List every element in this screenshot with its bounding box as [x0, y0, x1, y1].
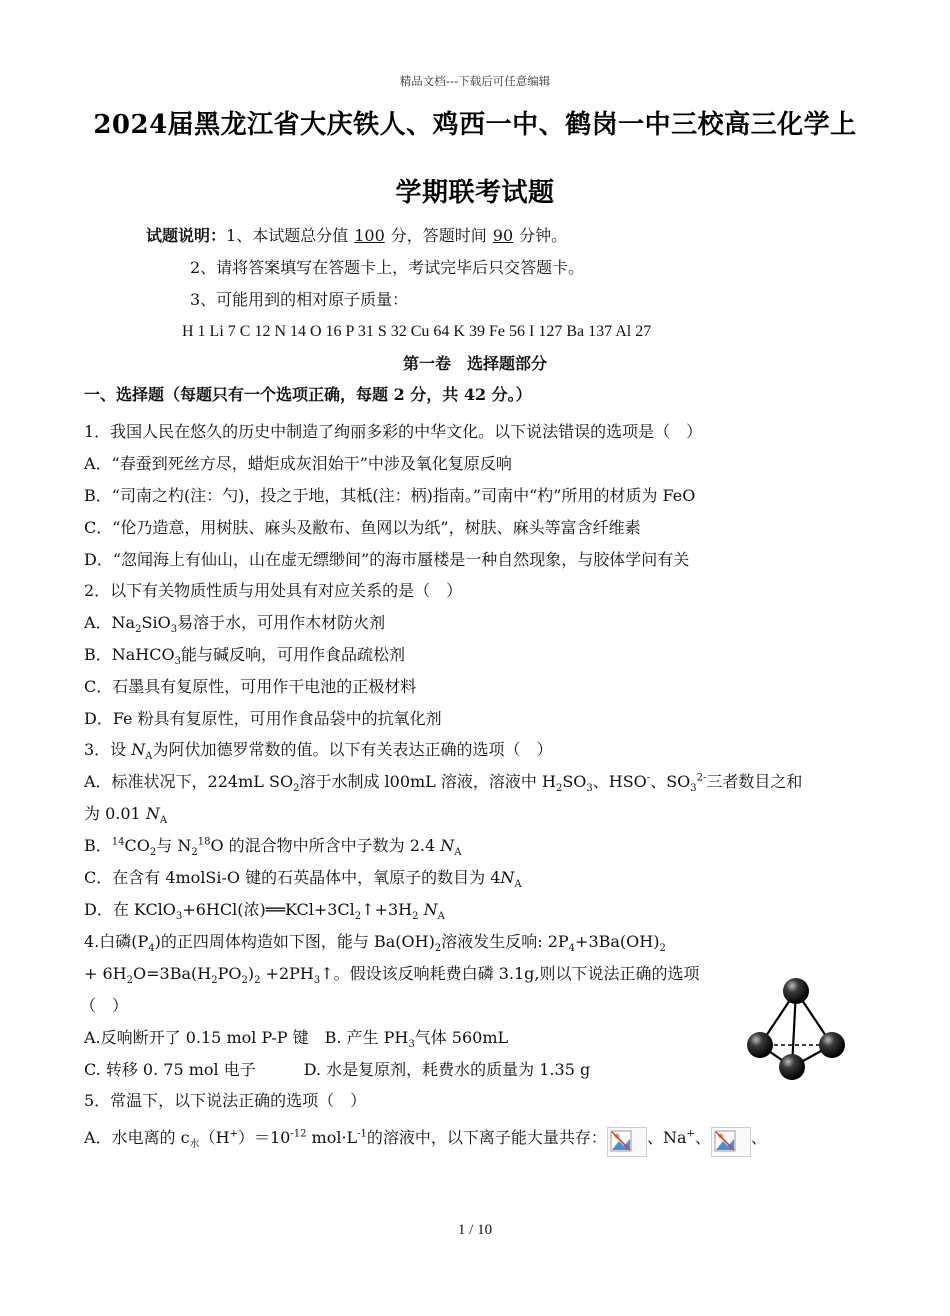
q3-option-a-cont: 为 0.01 $N_A$ — [84, 804, 168, 827]
q4-stem-line-2: + $6H_2O=3Ba(H_2PO_2)_2$ $+2PH_3↑$。假设该反响耗费白磷 3.1g,则以下说法正确的选项 — [84, 964, 700, 987]
instructions-line-1: 试题说明：1、本试题总分值 100 分，答题时间 90 分钟。 — [146, 226, 568, 245]
q1-option-a: A．“春蚕到死丝方尽，蜡炬成灰泪始干”中涉及氧化复原反响 — [84, 454, 512, 473]
q1-option-b: B．“司南之杓(注：勺)，投之于地，其柢(注：柄)指南。”司南中“杓”所用的材质为 FeO — [84, 486, 696, 505]
q5-option-a: A．水电离的 $c_水(H^+)=10^{-12}$ $mol\cdot L^{-1}$的溶液中，以下离子能大量共存： 、Na+、 、 — [84, 1127, 767, 1157]
q2-option-b: B．NaHCO$_3$能与碱反响，可用作食品疏松剂 — [84, 645, 406, 668]
title-line-2: 学期联考试题 — [395, 178, 555, 208]
q1-stem: 1．我国人民在悠久的历史中制造了绚丽多彩的中华文化。以下说法错误的选项是（ ） — [84, 422, 703, 441]
broken-image-icon — [711, 1127, 751, 1157]
q2-option-a: A．$Na_2SiO_3$易溶于水，可用作木材防火剂 — [84, 613, 386, 636]
part1-title: 第一卷 选择题部分 — [402, 354, 547, 373]
q2-stem: 2．以下有关物质性质与用处具有对应关系的是（ ） — [84, 581, 463, 600]
q2-option-d: D．Fe 粉具有复原性，可用作食品袋中的抗氧化剂 — [84, 709, 442, 728]
q3-stem: 3．设 $N_A$为阿伏加德罗常数的值。以下有关表达正确的选项（ ） — [84, 740, 553, 763]
q1-option-d: D．“忽闻海上有仙山，山在虚无缥缈间”的海市蜃楼是一种自然现象，与胶体学问有关 — [84, 550, 690, 569]
q4-stem-line-1: 4.白磷$(P_4)$的正四周体构造如下图，能与 $Ba(OH)_2$溶液发生反响: $2P_4+3Ba(OH)_2$ — [84, 932, 666, 955]
q3-option-d: D．在 KClO$_3$+6HCl(浓)$══KCl+3Cl_2↑+3H_2$ $N_A$ — [84, 900, 445, 923]
header-note: 精品文档---下载后可任意编辑 — [399, 74, 551, 88]
q4-options-ab: A.反响断开了 0.15 mol P-P 键 B. 产生 $PH_3$气体 560mL — [84, 1028, 509, 1051]
title-line-1: 2024届黑龙江省大庆铁人、鸡西一中、鹤岗一中三校高三化学上 — [93, 110, 857, 140]
q1-option-c: C．“伦乃造意，用树肤、麻头及敝布、鱼网以为纸”，树肤、麻头等富含纤维素 — [84, 518, 641, 537]
score-value: 100 — [354, 226, 385, 245]
q4-answer-paren: （ ） — [80, 996, 129, 1015]
section1-title: 一、选择题（每题只有一个选项正确，每题 2 分，共 42 分。） — [84, 385, 532, 404]
q2-option-c: C．石墨具有复原性，可用作干电池的正极材料 — [84, 677, 417, 696]
q3-option-b: B．$^{14}CO_2$与 $N_2^{18}O$ 的混合物中所含中子数为 2.4 $N_A$ — [84, 836, 462, 859]
q5-stem: 5．常温下，以下说法正确的选项（ ） — [84, 1091, 367, 1110]
time-value: 90 — [492, 226, 514, 245]
instructions-line-2: 2、请将答案填写在答题卡上，考试完毕后只交答题卡。 — [190, 258, 585, 277]
q3-option-c: C．在含有 4molSi-O 键的石英晶体中，氧原子的数目为 $4N_A$ — [84, 868, 522, 891]
q3-option-a: A．标准状况下，224mL $SO_2$溶于水制成 l00mL 溶液，溶液中 $H_2SO_3$、HSO-、$SO_3^{2-}$三者数目之和 — [84, 772, 803, 795]
instructions-line-3: 3、可能用到的相对原子质量： — [190, 290, 409, 309]
broken-image-icon — [607, 1127, 647, 1157]
instructions-label: 试题说明： — [146, 226, 227, 245]
p4-tetrahedron-figure — [740, 975, 852, 1085]
page-number: 1 / 10 — [457, 1222, 493, 1238]
q4-options-cd: C. 转移 0. 75 mol 电子 D. 水是复原剂，耗费水的质量为 1.35 g — [84, 1060, 591, 1079]
atomic-masses: H 1 Li 7 C 12 N 14 O 16 P 31 S 32 Cu 64 K 39 Fe 56 I 127 Ba 137 Al 27 — [182, 323, 652, 340]
